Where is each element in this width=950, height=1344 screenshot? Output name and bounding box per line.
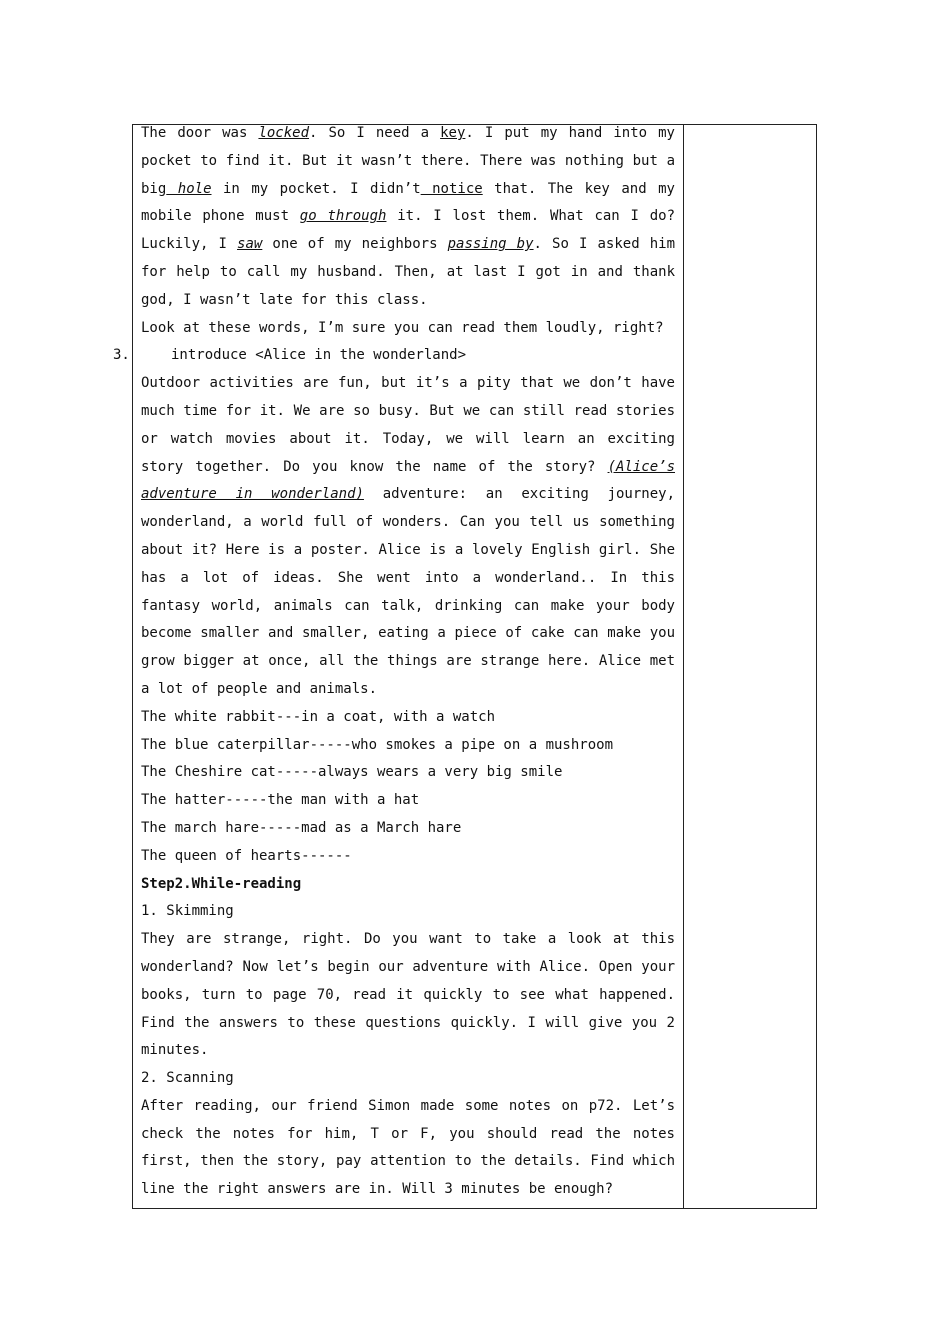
text: . So I need a (309, 125, 441, 141)
text: The door was (141, 125, 259, 141)
story-title: (Alice’s adventure in wonderland) (141, 458, 675, 503)
character-line: The queen of hearts------ (141, 847, 352, 864)
text: that. The key and my mobile phone must (141, 180, 675, 225)
vocab-locked: locked (258, 125, 310, 141)
text: adventure: an exciting journey, wonderland, a world full of wonders. Can you tell us something about it? Here is a poster. Alice is a lovely English girl. She has a lot of ideas. She went into a wonderland.. In this fantasy world, animals can talk, drinking can make your body become smaller and smaller, eating a piece of cake can make you grow bigger at once, all the things are strange here. Alice met a lot of people and animals. (141, 486, 675, 697)
vocab-key: key (440, 125, 466, 141)
character-line: The blue caterpillar-----who smokes a pipe on a mushroom (141, 736, 614, 753)
text: . So I asked him for help to call my husband. Then, at last I got in and thank god, I wasn’t late for this class. (141, 236, 676, 308)
character-line: The white rabbit---in a coat, with a watch (141, 708, 496, 725)
vocab-hole: hole (166, 180, 212, 197)
scanning-heading: 2. Scanning (141, 1070, 234, 1087)
vocab-saw: saw (237, 236, 263, 253)
step2-heading: Step2.While-reading (141, 875, 302, 892)
text: one of my neighbors (262, 236, 448, 253)
item-number: 3. (113, 347, 130, 363)
skimming-heading: 1. Skimming (141, 903, 234, 920)
intro-paragraph (141, 370, 675, 704)
character-line: The Cheshire cat-----always wears a very big smile (141, 764, 563, 781)
text: Outdoor activities are fun, but it’s a pity that we don’t have much time for it. We are so busy. But we can still read stories or watch movies about it. Today, we will learn an exciting story together. Do you know the name of the story? (141, 375, 675, 475)
lesson-content (141, 120, 675, 1204)
item3-heading: introduce <Alice in the wonderland> (171, 347, 467, 364)
vocab-notice: notice (420, 180, 483, 197)
prompt-line: Look at these words, I’m sure you can read them loudly, right? (141, 319, 664, 336)
character-line: The hatter-----the man with a hat (141, 792, 420, 809)
text: in my pocket. I didn’t (211, 180, 421, 197)
text: . I put my hand into my pocket to find it. But it wasn’t there. There was nothing but a big (141, 125, 675, 197)
story-paragraph (141, 120, 675, 315)
text: it. I lost them. What can I do? Luckily, I (141, 208, 676, 253)
vocab-go-through: go through (299, 208, 387, 225)
column-divider (683, 124, 684, 1209)
skimming-text: They are strange, right. Do you want to take a look at this wonderland? Now let’s begin our adventure with Alice. Open your books, turn to page 70, read it quickly to see what happened. Find the answers to these questions quickly. I will give you 2 minutes. (141, 931, 675, 1059)
scanning-text: After reading, our friend Simon made some notes on p72. Let’s check the notes for him, T or F, you should read the notes first, then the story, pay attention to the details. Find which line the right answers are in. Will 3 minutes be enough? (141, 1097, 675, 1198)
character-line: The march hare-----mad as a March hare (141, 819, 462, 836)
vocab-passing-by: passing by (447, 236, 534, 253)
